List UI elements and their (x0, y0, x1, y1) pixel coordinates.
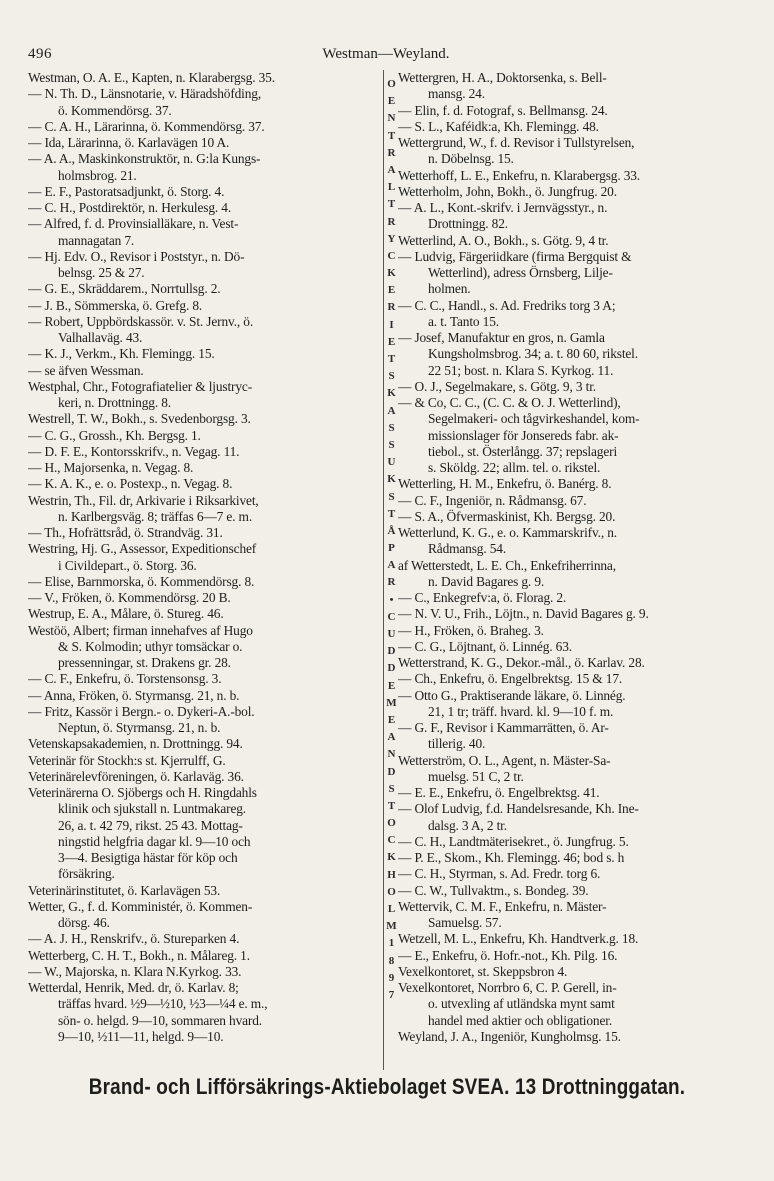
margin-letter: T (387, 198, 396, 211)
left-entry-line: försäkring. (58, 866, 115, 882)
left-entry-line: Westöö, Albert; firman innehafves af Hugo (28, 622, 253, 638)
right-entry-line: — Josef, Manufaktur en gros, n. Gamla (398, 330, 605, 345)
margin-letter: S (388, 421, 395, 434)
left-entry-line: klinik och sjukstall n. Luntmakareg. (58, 801, 246, 817)
right-entry-line: — C., Enkegrefv:a, ö. Florag. 2. (398, 590, 567, 605)
left-column (28, 70, 384, 1045)
right-entry-line: holmen. (428, 281, 471, 297)
left-entry-line: — J. B., Sömmerska, ö. Grefg. 8. (28, 297, 203, 313)
right-entry-line: — Ludvig, Färgeriidkare (firma Bergquist & (398, 248, 632, 264)
right-entry-line: Wettergrund, W., f. d. Revisor i Tullstyrelsen, (398, 135, 635, 150)
right-entry-line: a. t. Tanto 15. (428, 313, 499, 329)
left-entry-line: — C. A. H., Lärarinna, ö. Kommendörsg. 37. (28, 118, 265, 134)
right-entry-line: af Wetterstedt, L. E. Ch., Enkefriherrinna, (398, 557, 616, 573)
left-entry-line: holmsbrog. 21. (58, 167, 137, 183)
left-entry-line: — K. J., Verkm., Kh. Flemingg. 15. (28, 346, 215, 362)
left-entry-line: Neptun, ö. Styrmansg. 21, n. b. (58, 720, 221, 735)
margin-letter: R (387, 576, 396, 589)
right-entry-line: — Elin, f. d. Fotograf, s. Bellmansg. 24. (398, 102, 608, 118)
margin-letter: S (388, 782, 395, 795)
left-entry-line: Westring, Hj. G., Assessor, Expeditionschef (28, 541, 257, 557)
right-entry-line: — Ch., Enkefru, ö. Engelbrektsg. 15 & 17. (398, 671, 623, 687)
left-entry-line: — C. H., Postdirektör, n. Herkulesg. 4. (28, 200, 232, 215)
margin-letter: 9 (388, 971, 395, 984)
left-entry-line: Veterinärelevföreningen, ö. Karlaväg. 36. (28, 768, 244, 784)
margin-letter: 1 (388, 937, 395, 950)
margin-letter: R (387, 146, 396, 159)
left-entry-line: ö. Kommendörsg. 37. (58, 102, 172, 118)
left-entry-line: Valhallaväg. 43. (58, 330, 143, 345)
right-entry-line: Segelmakeri- och tågvirkeshandel, kom- (428, 411, 640, 427)
margin-letter: 7 (388, 988, 395, 1001)
right-entry-line: Wetterström, O. L., Agent, n. Mäster-Sa- (398, 752, 611, 768)
margin-letter: T (387, 507, 396, 520)
margin-letter: K (387, 267, 396, 280)
margin-letter: A (387, 559, 396, 572)
right-entry-line: Wetterlind, A. O., Bokh., s. Götg. 9, 4 tr. (398, 232, 609, 248)
right-entry-line: — H., Fröken, ö. Braheg. 3. (398, 622, 544, 638)
margin-letter: U (387, 628, 396, 640)
margin-letter: D (387, 662, 396, 675)
right-entry-line: — S. L., Kaféidk:a, Kh. Flemingg. 48. (398, 118, 599, 134)
right-entry-line: — G. F., Revisor i Kammarrätten, ö. Ar- (398, 720, 609, 735)
margin-letter: A (387, 163, 396, 176)
margin-letter: P (388, 542, 395, 555)
left-entry-line: — Elise, Barnmorska, ö. Kommendörsg. 8. (28, 573, 255, 589)
right-entry-line: — O. J., Segelmakare, s. Götg. 9, 3 tr. (398, 378, 596, 394)
page-number: 496 (28, 46, 52, 62)
right-entry-line: Wetterholm, John, Bokh., ö. Jungfrug. 20. (398, 183, 617, 199)
right-entry-line: mansg. 24. (428, 86, 485, 102)
left-entry-line: pressenningar, st. Drakens gr. 28. (58, 655, 231, 670)
margin-letter: C (387, 834, 396, 847)
right-entry-line: — P. E., Skom., Kh. Flemingg. 46; bod s. h (398, 850, 625, 865)
right-entry-line: Wetterlund, K. G., e. o. Kammarskrifv., n. (398, 525, 617, 540)
right-entry-line: — C. H., Styrman, s. Ad. Fredr. torg 6. (398, 866, 601, 882)
left-entry-line: Westrup, E. A., Målare, ö. Stureg. 46. (28, 606, 224, 622)
left-entry-line: — E. F., Pastoratsadjunkt, ö. Storg. 4. (28, 183, 225, 199)
margin-letter: L (387, 181, 396, 194)
advertisement-banner: Brand- och Lifförsäkrings-Aktiebolaget SVEA. 13 Drottninggatan. (88, 1074, 686, 1099)
right-entry-line: Rådmansg. 54. (428, 541, 507, 557)
right-entry-line: — N. V. U., Frih., Löjtn., n. David Bagares g. 9. (398, 606, 649, 622)
margin-letter: U (387, 456, 396, 469)
left-entry-line: — Fritz, Kassör i Bergn.- o. Dykeri-A.-bol. (28, 703, 255, 719)
left-entry-line: träffas hvard. ½9—½10, ½3—¼4 e. m., (58, 996, 268, 1012)
margin-letter: R (387, 215, 396, 228)
left-entry-line: 26, a. t. 42 79, rikst. 25 43. Mottag- (58, 817, 243, 833)
margin-letter: T (387, 129, 396, 142)
margin-letter: O (387, 78, 396, 90)
left-entry-line: ningstid helgfria dagar kl. 9—10 och (58, 833, 251, 849)
left-entry-line: Vetenskapsakademien, n. Drottningg. 94. (28, 736, 243, 752)
left-entry-line: Veterinärinstitutet, ö. Karlavägen 53. (28, 882, 221, 898)
left-entry-line: mannagatan 7. (58, 232, 135, 248)
left-entry-line: sön- o. helgd. 9—10, sommaren hvard. (58, 1012, 262, 1028)
left-entry-line: — Robert, Uppbördskassör. v. St. Jernv., ö. (28, 313, 254, 329)
right-entry-line: — & Co, C. C., (C. C. & O. J. Wetterlind), (398, 395, 621, 410)
margin-letter: D (387, 765, 396, 778)
margin-letter: O (387, 885, 396, 898)
right-entry-line: Wetzell, M. L., Enkefru, Kh. Handtverk.g. 18. (398, 931, 639, 947)
center-margin-strip (383, 70, 397, 1070)
left-entry-line: — C. G., Grossh., Kh. Bergsg. 1. (28, 427, 201, 443)
left-entry-line: — W., Majorska, n. Klara N.Kyrkog. 33. (28, 963, 242, 979)
margin-letter: C (387, 249, 396, 262)
margin-letter: E (387, 679, 396, 692)
right-entry-line: o. utvexling af utländska mynt samt (428, 996, 615, 1012)
left-entry-line: Veterinärerna O. Sjöbergs och H. Ringdahls (28, 785, 257, 800)
left-entry-line: & S. Kolmodin; uthyr tomsäckar o. (58, 638, 243, 654)
left-entry-line: i Civildepart., ö. Storg. 36. (58, 557, 197, 573)
left-entry-line: — Ida, Lärarinna, ö. Karlavägen 10 A. (28, 135, 230, 150)
right-entry-line: tiebol., st. Österlångg. 37; repslageri (428, 443, 618, 459)
margin-letter: S (388, 490, 395, 503)
right-entry-line: — Olof Ludvig, f.d. Handelsresande, Kh. Ine- (398, 801, 639, 817)
left-entry-line: — Hj. Edv. O., Revisor i Poststyr., n. Dö- (28, 248, 245, 264)
right-entry-line: Vexelkontoret, Norrbro 6, C. P. Gerell, in- (398, 980, 617, 995)
left-entry-line: Wetterberg, C. H. T., Bokh., n. Målareg. 1. (28, 947, 250, 963)
margin-print (386, 76, 397, 1004)
right-entry-line: 21, 1 tr; träff. hvard. kl. 9—10 f. m. (428, 703, 614, 719)
right-entry-line: — Otto G., Praktiserande läkare, ö. Linnég. (398, 687, 626, 703)
margin-letter: N (387, 748, 396, 761)
left-entry-line: Wetter, G., f. d. Komministér, ö. Kommen- (28, 898, 253, 914)
right-entry-line: Wetterling, H. M., Enkefru, ö. Banérg. 8. (398, 476, 612, 492)
margin-letter: Y (387, 232, 396, 245)
margin-letter: E (387, 284, 396, 297)
left-entry-line: — C. F., Enkefru, ö. Torstensonsg. 3. (28, 671, 222, 687)
right-entry-line: missionslager för Jonsereds fabr. ak- (428, 427, 619, 443)
margin-letter: M (386, 920, 397, 933)
left-entry-line: — K. A. K., e. o. Postexp., n. Vegag. 8. (28, 476, 233, 492)
margin-letter: T (387, 353, 396, 365)
left-entry-line: belnsg. 25 & 27. (58, 265, 145, 280)
margin-letter: E (387, 335, 396, 348)
left-entry-line: — N. Th. D., Länsnotarie, v. Häradshöfding, (28, 86, 262, 102)
left-entry-line: Westman, O. A. E., Kapten, n. Klarabergsg. 35. (28, 70, 275, 85)
left-entry-line: — Alfred, f. d. Provinsialläkare, n. Vest- (28, 216, 239, 232)
left-entry-line: 9—10, ½11—11, helgd. 9—10. (58, 1028, 224, 1044)
right-entry-line: dalsg. 3 A, 2 tr. (428, 817, 507, 833)
left-entry-line: Westrell, T. W., Bokh., s. Svedenborgsg. 3. (28, 411, 251, 427)
margin-letter: L (387, 903, 396, 915)
right-entry-line: Drottningg. 82. (428, 216, 508, 232)
right-entry-line: Samuelsg. 57. (428, 915, 502, 930)
left-entry-line: — se äfven Wessman. (28, 362, 144, 378)
margin-letter: H (387, 868, 396, 881)
margin-letter: K (387, 387, 396, 400)
margin-letter: A (387, 404, 396, 417)
left-entry-line: Westphal, Chr., Fotografiatelier & ljustryc- (28, 378, 253, 394)
margin-letter: N (387, 112, 396, 125)
left-entry-line: — A. J. H., Renskrifv., ö. Stureparken 4. (28, 931, 240, 947)
margin-letter: Å (387, 524, 396, 537)
margin-letter: O (387, 817, 396, 830)
right-entry-line: Weyland, J. A., Ingeniör, Kungholmsg. 15. (398, 1028, 621, 1044)
right-entry-line: — E. E., Enkefru, ö. Engelbrektsg. 41. (398, 785, 600, 800)
right-entry-line: s. Sköldg. 22; allm. tel. o. rikstel. (428, 460, 601, 475)
right-entry-line: Wetterlind), adress Örnsberg, Lilje- (428, 265, 613, 280)
left-entry-line: — Th., Hofrättsråd, ö. Strandväg. 31. (28, 525, 223, 540)
right-entry-line: Kungsholmsbrog. 34; a. t. 80 60, rikstel. (428, 346, 638, 362)
left-entry-line: 3—4. Besigtiga hästar för köp och (58, 850, 238, 865)
left-entry-line: — A. A., Maskinkonstruktör, n. G:la Kungs- (28, 151, 261, 167)
left-entry-line: — H., Majorsenka, n. Vegag. 8. (28, 460, 194, 475)
right-entry-line: Wettergren, H. A., Doktorsenka, s. Bell- (398, 70, 607, 85)
left-entry-line: Wetterdal, Henrik, Med. dr, ö. Karlav. 8; (28, 980, 239, 995)
right-entry-line: 22 51; bost. n. Klara S. Kyrkog. 11. (428, 362, 614, 378)
margin-letter: M (386, 696, 397, 709)
left-entry-line: Westrin, Th., Fil. dr, Arkivarie i Riksarkivet, (28, 492, 259, 508)
left-entry-line: n. Karlbergsväg. 8; träffas 6—7 e. m. (58, 508, 253, 524)
left-entry-line: — Anna, Fröken, ö. Styrmansg. 21, n. b. (28, 687, 240, 703)
left-entry-line: Veterinär för Stockh:s st. Kjerrulff, G. (28, 752, 226, 768)
margin-letter: E (387, 713, 396, 726)
margin-letter: E (387, 95, 396, 108)
margin-letter: C (387, 610, 396, 623)
page-header (28, 46, 744, 68)
left-entry-line: keri, n. Drottningg. 8. (58, 395, 171, 410)
left-entry-line: — V., Fröken, ö. Kommendörsg. 20 B. (28, 590, 231, 605)
right-entry-line: n. Döbelnsg. 15. (428, 151, 514, 167)
right-entry-line: Wettervik, C. M. F., Enkefru, n. Mäster- (398, 898, 607, 914)
right-entry-line: — S. A., Öfvermaskinist, Kh. Bergsg. 20. (398, 508, 616, 524)
right-entry-line: — A. L., Kont.-skrifv. i Jernvägsstyr., n. (398, 200, 608, 215)
margin-letter: D (387, 645, 396, 658)
running-head: Westman—Weyland. (322, 46, 450, 62)
left-entry-line: — G. E., Skräddarem., Norrtullsg. 2. (28, 281, 221, 297)
right-entry-line: — C. H., Landtmäterisekret., ö. Jungfrug. 5. (398, 833, 629, 849)
right-entry-line: — C. W., Tullvaktm., s. Bondeg. 39. (398, 882, 589, 898)
right-entry-line: Vexelkontoret, st. Skeppsbron 4. (398, 963, 568, 979)
right-entry-line: — C. F., Ingeniör, n. Rådmansg. 67. (398, 492, 587, 508)
left-entry-line: — D. F. E., Kontorsskrifv., n. Vegag. 11. (28, 443, 240, 459)
right-entry-line: muelsg. 51 C, 2 tr. (428, 768, 524, 784)
right-column (398, 70, 748, 1045)
margin-letter: K (387, 851, 396, 864)
margin-letter: S (388, 370, 395, 383)
margin-letter: 8 (388, 954, 395, 967)
margin-letter: I (389, 318, 394, 331)
right-entry-line: — C. G., Löjtnant, ö. Linnég. 63. (398, 638, 572, 654)
margin-letter: T (387, 799, 396, 812)
right-entry-line: tillerig. 40. (428, 736, 486, 752)
right-entry-line: n. David Bagares g. 9. (428, 573, 545, 589)
left-entry-line: dörsg. 46. (58, 915, 110, 930)
right-entry-line: Wetterhoff, L. E., Enkefru, n. Klarabergsg. 33. (398, 167, 641, 183)
right-entry-line: Wetterstrand, K. G., Dekor.-mål., ö. Karlav. 28. (398, 655, 645, 670)
margin-letter: A (387, 731, 396, 744)
margin-letter: S (388, 438, 395, 451)
margin-letter: • (389, 593, 394, 606)
right-entry-line: handel med aktier och obligationer. (428, 1012, 613, 1028)
right-entry-line: — C. C., Handl., s. Ad. Fredriks torg 3 A; (398, 297, 616, 313)
margin-letter: R (387, 301, 396, 314)
margin-letter: K (387, 473, 396, 486)
right-entry-line: — E., Enkefru, ö. Hofr.-not., Kh. Pilg. 16. (398, 947, 618, 963)
